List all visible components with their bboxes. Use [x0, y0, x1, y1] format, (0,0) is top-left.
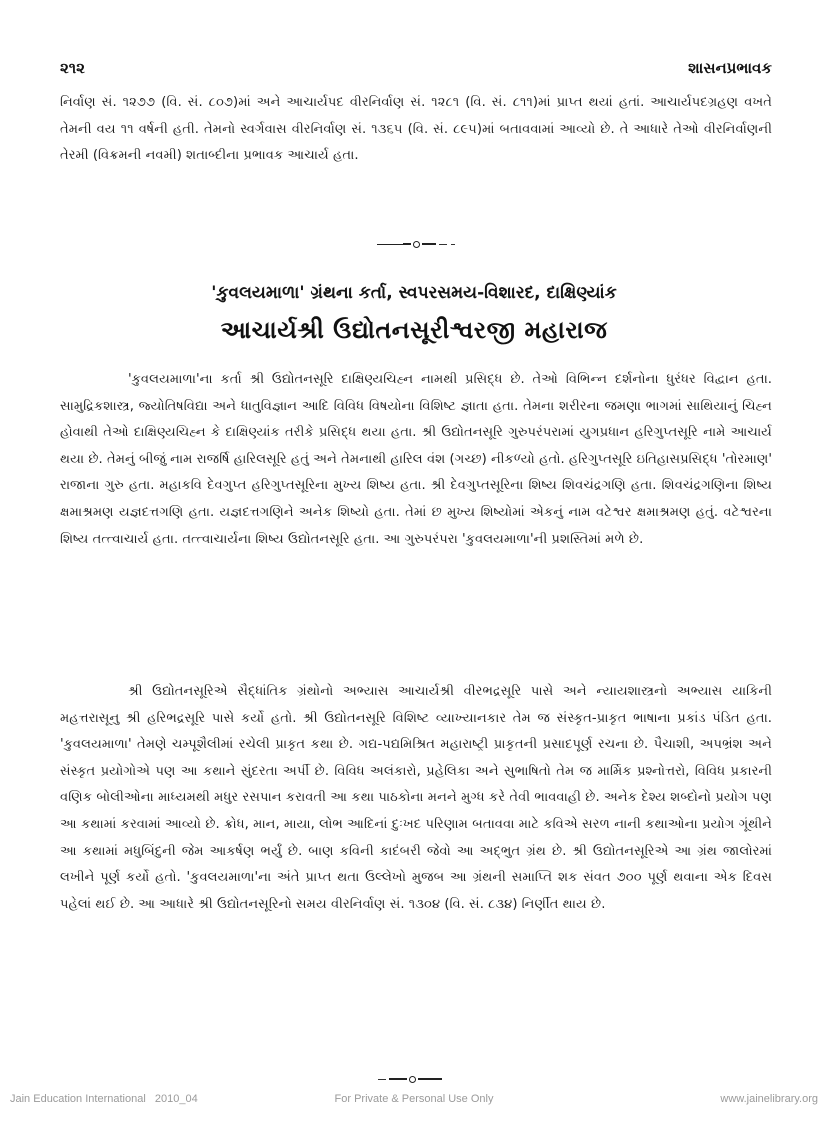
section-divider-ornament [377, 240, 455, 248]
intro-paragraph: નિર્વાણ સં. ૧૨૭૭ (વિ. સં. ૮૦૭)માં અને આચાર્યપદ વીરનિર્વાણ સં. ૧૨૮૧ (વિ. સં. ૮૧૧)માં પ્રાપ્ત થયાં હતાં. આચાર્યપદગ્રહણ વખતે તેમની વય ૧૧ વર્ષની હતી. તેમનો સ્વર્ગવાસ વીરનિર્વાણ સં. ૧૩૬૫ (વિ. સં. ૮૯૫)માં બતાવવામાં આવ્યો છે. તે આધારે તેઓ વીરનિર્વાણની તેરમી (વિક્રમની નવમી) શતાબ્દીના પ્રભાવક આચાર્ય હતા. [60, 95, 772, 164]
footer-usage-note: For Private & Personal Use Only [334, 1093, 494, 1105]
footer-publisher: Jain Education International 2010_04 [10, 1093, 198, 1105]
section-subtitle: 'કુવલયમાળા' ગ્રંથના કર્તા, સ્વપરસમય-વિશારદ, દાક્ષિણ્યાંક [211, 283, 617, 303]
running-title: શાસનપ્રભાવક [688, 59, 772, 77]
divider-dot-icon [413, 241, 420, 248]
divider-dash [378, 1079, 386, 1080]
divider-dot-icon [409, 1076, 416, 1083]
body-paragraph: 'કુવલયમાળા'ના કર્તા શ્રી ઉદ્યોતનસૂરિ દાક્ષિણ્યચિહ્ન નામથી પ્રસિદ્ધ છે. તેઓ વિભિન્ન દર્શનોના ધુરંધર વિદ્વાન હતા. સામુદ્રિકશાસ્ત્ર, જ્યોતિષવિદ્યા અને ધાતુવિજ્ઞાન આદિ વિવિધ વિષયોના વિશિષ્ટ જ્ઞાતા હતા. તેમના શરીરના જમણા ભાગમાં સાથિયાનું ચિહ્ન હોવાથી તેઓ દાક્ષિણ્યચિહ્ન કે દાક્ષિણ્યાંક તરીકે પ્રસિદ્ધ થયા હતા. શ્રી ઉદ્યોતનસૂરિ ગુરુપરંપરામાં યુગપ્રધાન હરિગુપ્તસૂરિ નામે આચાર્ય થયા છે. તેમનું બીજું નામ રાજર્ષિ હારિલસૂરિ હતું અને તેમનાથી હારિલ વંશ (ગચ્છ) નીકળ્યો હતો. હરિગુપ્તસૂરિ ઇતિહાસપ્રસિદ્ધ 'તોરમાણ' રાજાના ગુરુ હતા. મહાકવિ દેવગુપ્ત હરિગુપ્તસૂરિના મુખ્ય શિષ્ય હતા. શ્રી દેવગુપ્તસૂરિના શિષ્ય શિવચંદ્રગણિ હતા. શિવચંદ્રગણિના શિષ્ય ક્ષમાશ્રમણ યજ્ઞદત્તગણિ હતા. યજ્ઞદત્તગણિને અનેક શિષ્યો હતા. તેમાં છ મુખ્ય શિષ્યોમાં એકનું નામ વટેશ્વર ક્ષમાશ્રમણ હતું. વટેશ્વરના શિષ્ય તત્ત્વાચાર્ય હતા. તત્ત્વાચાર્યના શિષ્ય ઉદ્યોતનસૂરિ હતા. આ ગુરુપરંપરા 'કુવલયમાળા'ની પ્રશસ્તિમાં મળે છે. [60, 372, 772, 547]
divider-line [418, 1078, 442, 1080]
section-title: આચાર્યશ્રી ઉદ્યોતનસૂરીશ્વરજી મહારાજ [220, 316, 608, 344]
divider-line [389, 1078, 407, 1080]
divider-line [403, 243, 411, 245]
intro-paragraph-block [60, 90, 772, 170]
body-paragraph-block-1 [60, 367, 772, 553]
body-paragraph: શ્રી ઉદ્યોતનસૂરિએ સૈદ્ધાંતિક ગ્રંથોનો અભ્યાસ આચાર્યશ્રી વીરભદ્રસૂરિ પાસે અને ન્યાયશાસ્ત્રનો અભ્યાસ યાકિની મહત્તરાસૂનુ શ્રી હરિભદ્રસૂરિ પાસે કર્યો હતો. શ્રી ઉદ્યોતનસૂરિ વિશિષ્ટ વ્યાખ્યાનકાર તેમ જ સંસ્કૃત-પ્રાકૃત ભાષાના પ્રકાંડ પંડિત હતા. 'કુવલયમાળા' તેમણે ચમ્પૂશૈલીમાં રચેલી પ્રાકૃત કથા છે. ગદ્ય-પદ્યમિશ્રિત મહારાષ્ટ્રી પ્રાકૃતની પ્રસાદપૂર્ણ રચના છે. પૈચાશી, અપભ્રંશ અને સંસ્કૃત પ્રયોગોએ પણ આ કથાને સુંદરતા અર્પી છે. વિવિધ અલંકારો, પ્રહેલિકા અને સુભાષિતો તેમ જ માર્મિક પ્રશ્નોત્તરો, વિવિધ પ્રકારની વણિક બોલીઓના માધ્યમથી મધુર રસપાન કરાવતી આ કથા પાઠકોના મનને મુગ્ધ કરે તેવી ભાવવાહી છે. અનેક દેશ્ય શબ્દોનો પ્રયોગ પણ આ કથામાં કરવામાં આવ્યો છે. ક્રોધ, માન, માયા, લોભ આદિનાં દુઃખદ પરિણામ બતાવવા માટે કવિએ સરળ નાની કથાઓના પ્રયોગ ગૂંથીને આ કથામાં મધુબિંદુની જેમ આકર્ષણ ભર્યું છે. બાણ કવિની કાદંબરી જેવો આ અદ્‌ભુત ગ્રંથ છે. શ્રી ઉદ્યોતનસૂરિએ આ ગ્રંથ જાલોરમાં લખીને પૂર્ણ કર્યો હતો. 'કુવલયમાળા'ના અંતે પ્રાપ્ત થતા ઉલ્લેખો મુજબ આ ગ્રંથની સમાપ્તિ શક સંવત ૭૦૦ પૂર્ણ થવાના એક દિવસ પહેલાં થઈ છે. આ આધારે શ્રી ઉદ્યોતનસૂરિનો સમય વીરનિર્વાણ સં. ૧૩૦૪ (વિ. સં. ૮૩૪) નિર્ણીત થાય છે. [60, 684, 772, 912]
divider-dash [439, 244, 447, 245]
body-paragraph-block-2 [60, 679, 772, 918]
page-header [60, 55, 772, 81]
divider-line [377, 244, 403, 245]
divider-dash [451, 244, 455, 245]
page-footer [10, 1091, 818, 1107]
divider-line [422, 243, 436, 245]
end-divider-ornament [378, 1075, 442, 1083]
footer-website-link[interactable]: www.jainelibrary.org [720, 1093, 818, 1105]
page-number: ૨૧૨ [60, 59, 85, 77]
